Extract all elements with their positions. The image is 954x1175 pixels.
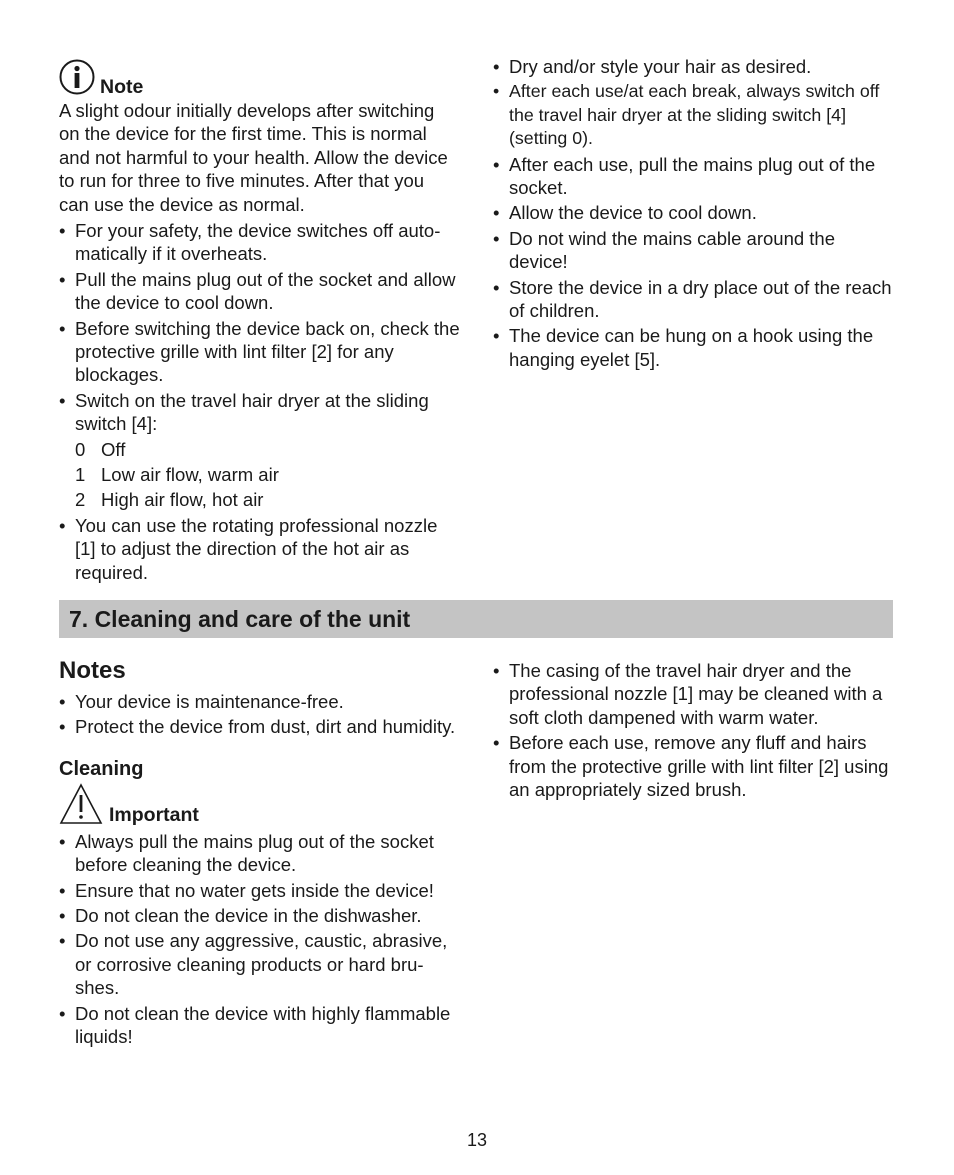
- right-column-top: [493, 55, 895, 373]
- list-item: • Do not use any aggressive, caustic, abrasive, or corrosive cleaning products or hard bru-shes.: [59, 930, 448, 999]
- notes-bullet-list: [59, 690, 469, 739]
- note-block: [59, 59, 461, 586]
- left-bullet-list-1: [59, 219, 461, 436]
- list-item: • Ensure that no water gets inside the device!: [59, 879, 434, 901]
- list-item: • Store the device in a dry place out of the reach of children.: [493, 276, 892, 322]
- list-item: • For your safety, the device switches off auto-matically if it overheats.: [59, 220, 441, 265]
- important-heading: Important: [109, 803, 199, 826]
- list-item: • Before switching the device back on, check the protective grille with lint filter [2] for any blockages.: [59, 317, 460, 386]
- cleaning-bullet-list: [59, 830, 465, 1049]
- switch-level-row: 0 Off: [75, 438, 126, 460]
- section-heading-bar: [59, 600, 893, 638]
- list-item: • Allow the device to cool down.: [493, 202, 757, 224]
- list-item: • After each use/at each break, always switch off the travel hair dryer at the sliding switch [4] (setting 0).: [493, 81, 880, 149]
- list-item: • The casing of the travel hair dryer and the professional nozzle [1] may be cleaned with a soft cloth dampened with warm water.: [493, 660, 883, 728]
- warning-triangle-icon: [59, 783, 103, 830]
- list-item: • Do not clean the device with highly flammable liquids!: [59, 1002, 451, 1048]
- switch-level-row: 2 High air flow, hot air: [75, 489, 264, 511]
- cleaning-heading: Cleaning: [59, 757, 144, 780]
- list-item: • Do not clean the device in the dishwasher.: [59, 905, 422, 927]
- note-header: [59, 59, 461, 99]
- info-circle-icon: [59, 59, 95, 100]
- notes-section: [59, 657, 469, 1050]
- list-item: • The device can be hung on a hook using the hanging eyelet [5].: [493, 325, 874, 370]
- list-item: • Dry and/or style your hair as desired.: [493, 56, 812, 77]
- list-item: • Your device is maintenance-free.: [59, 691, 344, 712]
- list-item: • Pull the mains plug out of the socket and allow the device to cool down.: [59, 268, 456, 314]
- note-heading: Note: [100, 76, 144, 98]
- right-bullet-list-bottom: [493, 659, 895, 801]
- list-item: • You can use the rotating professional nozzle [1] to adjust the direction of the hot air as required.: [59, 514, 438, 583]
- right-bullet-list-top: [493, 55, 895, 371]
- section-title: 7. Cleaning and care of the unit: [69, 606, 411, 632]
- left-bullet-list-2: [59, 514, 449, 584]
- list-item: • Do not wind the mains cable around the device!: [493, 227, 836, 273]
- list-item: • Protect the device from dust, dirt and humidity.: [59, 716, 456, 738]
- switch-level-row: 1 Low air flow, warm air: [75, 464, 279, 486]
- note-text: A slight odour initially develops after switching on the device for the first time. This is normal and not harmful to your health. Allow the device to run for three to five minutes. After that you can use the device as normal.: [59, 100, 448, 215]
- important-header: [59, 783, 469, 829]
- right-column-bottom: [493, 659, 895, 803]
- list-item: • Always pull the mains plug out of the socket before cleaning the device.: [59, 830, 434, 876]
- list-item: • After each use, pull the mains plug out of the socket.: [493, 153, 876, 199]
- list-item: • Before each use, remove any fluff and hairs from the protective grille with lint filter [2] using an appropriately sized brush.: [493, 732, 889, 801]
- page-number: 13: [466, 1130, 488, 1150]
- notes-heading: Notes: [59, 657, 126, 684]
- switch-levels: [59, 438, 461, 514]
- list-item: • Switch on the travel hair dryer at the sliding switch [4]:: [59, 389, 429, 435]
